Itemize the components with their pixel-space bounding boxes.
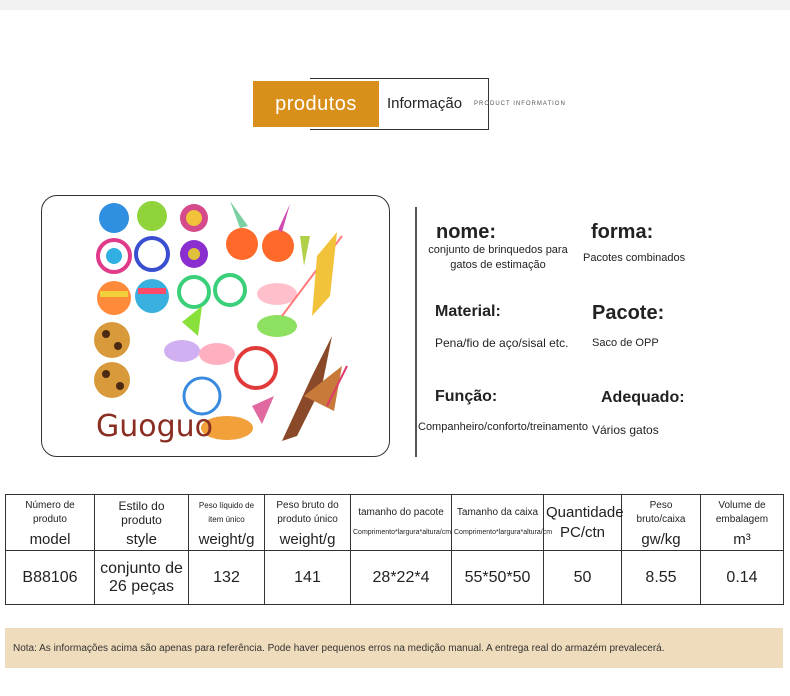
- brand-label: Guoguo: [96, 409, 214, 444]
- adequado-value: Vários gatos: [592, 423, 659, 437]
- table-cell: 141: [265, 551, 351, 605]
- table-header-cell: Volume de embalagem m³: [701, 495, 784, 551]
- header-tab: produtos: [253, 81, 379, 127]
- table-cell: 28*22*4: [351, 551, 452, 605]
- table-row: [6, 551, 784, 605]
- top-band: [0, 0, 790, 10]
- table-cell: 50: [544, 551, 622, 605]
- table-header-cell: Quantidade PC/ctn: [544, 495, 622, 551]
- material-label: Material:: [435, 303, 501, 320]
- funcao-label: Função:: [435, 388, 498, 405]
- table-header-cell: Tamanho da caixa Comprimento*largura*altura/cm: [452, 495, 544, 551]
- table-cell: 55*50*50: [452, 551, 544, 605]
- table-header-cell: Peso bruto do produto único weight/g: [265, 495, 351, 551]
- pacote-label: Pacote:: [592, 302, 665, 324]
- table-header-cell: tamanho do pacote Comprimento*largura*altura/cm: [351, 495, 452, 551]
- material-value: Pena/fio de aço/sisal etc.: [435, 336, 569, 350]
- table-cell: 0.14: [701, 551, 784, 605]
- cat-toys-illustration: [42, 196, 390, 457]
- forma-label: forma:: [591, 221, 654, 243]
- header-title: Informação: [387, 95, 463, 112]
- nome-value: conjunto de brinquedos para gatos de estimação: [428, 244, 568, 271]
- forma-value: Pacotes combinados: [583, 252, 686, 264]
- pacote-value: Saco de OPP: [592, 337, 659, 349]
- table-header-row: [6, 495, 784, 551]
- nome-label: nome:: [436, 221, 496, 243]
- table-cell: B88106: [6, 551, 95, 605]
- divider: [415, 207, 417, 457]
- table-header-cell: Peso líquido de item único weight/g: [189, 495, 265, 551]
- table-cell: 132: [189, 551, 265, 605]
- table-header-cell: Estilo do produto style: [95, 495, 189, 551]
- funcao-value: Companheiro/conforto/treinamento: [418, 421, 588, 433]
- header-subtitle: PRODUCT INFORMATION: [474, 101, 566, 107]
- adequado-label: Adequado:: [601, 389, 685, 406]
- table-cell: conjunto de 26 peças: [95, 551, 189, 605]
- note-bar: Nota: As informações acima são apenas para referência. Pode haver pequenos erros na medição manual. A entrega real do armazém prevalecerá.: [5, 628, 783, 668]
- table-cell: 8.55: [622, 551, 701, 605]
- table-header-cell: Peso bruto/caixa gw/kg: [622, 495, 701, 551]
- product-image: [41, 195, 390, 457]
- table-header-cell: Número de produto model: [6, 495, 95, 551]
- spec-table: [5, 494, 784, 605]
